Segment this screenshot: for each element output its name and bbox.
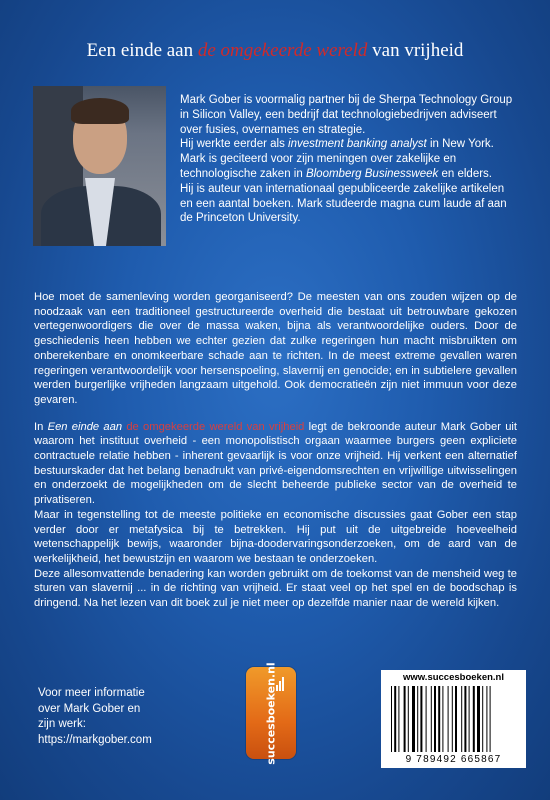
- info-line-1: Voor meer informatie: [38, 687, 145, 699]
- info-url: https://markgober.com: [38, 733, 152, 746]
- more-info: [38, 686, 178, 748]
- barcode-bar: [426, 686, 427, 752]
- barcode-bar: [452, 686, 453, 752]
- barcode-bar: [464, 686, 466, 752]
- barcode-isbn: 9 789492 665867: [405, 754, 502, 765]
- bio-italic: Bloomberg Businessweek: [305, 167, 439, 180]
- barcode-bar: [482, 686, 483, 752]
- barcode-label: [381, 670, 526, 768]
- barcode-bar: [417, 686, 418, 752]
- barcode-bar: [431, 686, 432, 752]
- barcode-bar: [408, 686, 409, 752]
- barcode-bar: [469, 686, 470, 752]
- bio-text: en elders.: [441, 167, 492, 180]
- barcode-bar: [398, 686, 399, 752]
- barcode-bar: [434, 686, 436, 752]
- blurb-highlight: de omgekeerde wereld van vrijheid: [126, 420, 305, 433]
- info-line-3: zijn werk:: [38, 718, 86, 730]
- photo-hair: [71, 98, 129, 124]
- blurb-paragraph-2: [34, 420, 517, 508]
- barcode-bar: [394, 686, 396, 752]
- barcode-bar: [461, 686, 462, 752]
- author-photo: [33, 86, 166, 246]
- title-highlight: de omgekeerde wereld: [197, 40, 368, 61]
- blurb-text: In: [34, 420, 44, 433]
- blurb-text: legt de bekroonde auteur Mark Gober uit waarom het instituut overheid - een monopolistisch orgaan waarmee burgers geen expliciete contractuele relatie hebben - inherent gevaarlijk is voor onze vrijheid. Hij verkent een alternatief bestuurskader dat het belang benadrukt van privé-eigendomsrechten en vrijwillige uitwisselingen en onderzoekt de mogelijkheden om de slecht beheerde publieke sector van de overheid te privatiseren.: [34, 420, 518, 507]
- barcode-bar: [438, 686, 440, 752]
- info-line-2: over Mark Gober en: [38, 702, 141, 715]
- blurb-italic: Een einde aan: [47, 420, 123, 433]
- barcode-bar: [442, 686, 443, 752]
- barcode-bar: [486, 686, 487, 752]
- blurb-paragraph-1: Hoe moet de samenleving worden georganiseerd? De meesten van ons zouden wijzen op de noodzaak van een traditioneel gestructureerde overheid die bestaat uit betrouwbare gekozen vertegenwoordigers die over de massa waken, bijna als verantwoordelijke ouders. Door de geschiedenis heen hebben we echter gezien dat zulke regeringen hun macht misbruikten om onberekenbare en onomkeerbare schade aan te richten. In de meest extreme gevallen waren regeringen verantwoordelijk voor hersenspoeling, slavernij en genocide; en in subtielere gevallen werden burgerlijke vrijheden langzaam uitgehold. Ook democratieën zijn niet immuun voor deze gevaren.: [34, 291, 517, 406]
- title-before: Een einde aan: [86, 40, 194, 61]
- barcode-bar: [420, 686, 422, 752]
- cover-title: [0, 40, 550, 62]
- blurb-paragraph-4: Deze allesomvattende benadering kan worden gebruikt om de toekomst van de mensheid weg te sturen van slavernij ... in de richting van vrijheid. Er staat veel op het spel en de boodschap is dringend. Na het lezen van dit boek zul je niet meer op dezelfde manier naar de wereld kijken.: [34, 567, 517, 610]
- barcode-bar: [404, 686, 406, 752]
- barcode-bar: [391, 686, 392, 752]
- bio-paragraph-1: Mark Gober is voormalig partner bij de Sherpa Technology Group in Silicon Valley, een bedrijf dat technologiebedrijven adviseert over fusies, overnames en strategie.: [180, 94, 513, 136]
- bio-text: Hij werkte eerder als: [180, 138, 285, 151]
- publisher-logo-text: succesboeken.nl: [264, 661, 278, 765]
- title-after: van vrijheid: [372, 40, 464, 61]
- barcode-bar: [448, 686, 449, 752]
- publisher-logo: [246, 661, 296, 765]
- barcode-bar: [490, 686, 491, 752]
- barcode-icon: [389, 686, 518, 752]
- barcode-bar: [412, 686, 415, 752]
- barcode-bar: [473, 686, 475, 752]
- blurb-paragraph-3: Maar in tegenstelling tot de meeste politieke en economische discussies gaat Gober een stap verder door er metafysica bij te betrekken. Hij put uit de uitgebreide hoeveelheid wetenschappelijk bewijs, waaronder bijna-doodervaringsonderzoeken, om de aard van de werkelijkheid, het bewustzijn en waarom we bestaan te onderzoeken.: [34, 508, 517, 565]
- author-bio: [180, 93, 515, 226]
- blurb: [34, 290, 517, 611]
- barcode-bar: [455, 686, 457, 752]
- bio-paragraph-3: Hij is auteur van internationaal gepubliceerde zakelijke artikelen en een aantal boeken. Mark studeerde magna cum laude af aan de Princeton University.: [180, 182, 507, 225]
- bio-paragraph-2: [180, 137, 515, 181]
- barcode-bar: [477, 686, 480, 752]
- barcode-site: www.succesboeken.nl: [402, 672, 505, 683]
- bio-text: in New York. Mark is geciteerd voor zijn meningen over zakelijke en technologische zaken in: [180, 138, 494, 180]
- bio-italic: investment banking analyst: [288, 138, 427, 151]
